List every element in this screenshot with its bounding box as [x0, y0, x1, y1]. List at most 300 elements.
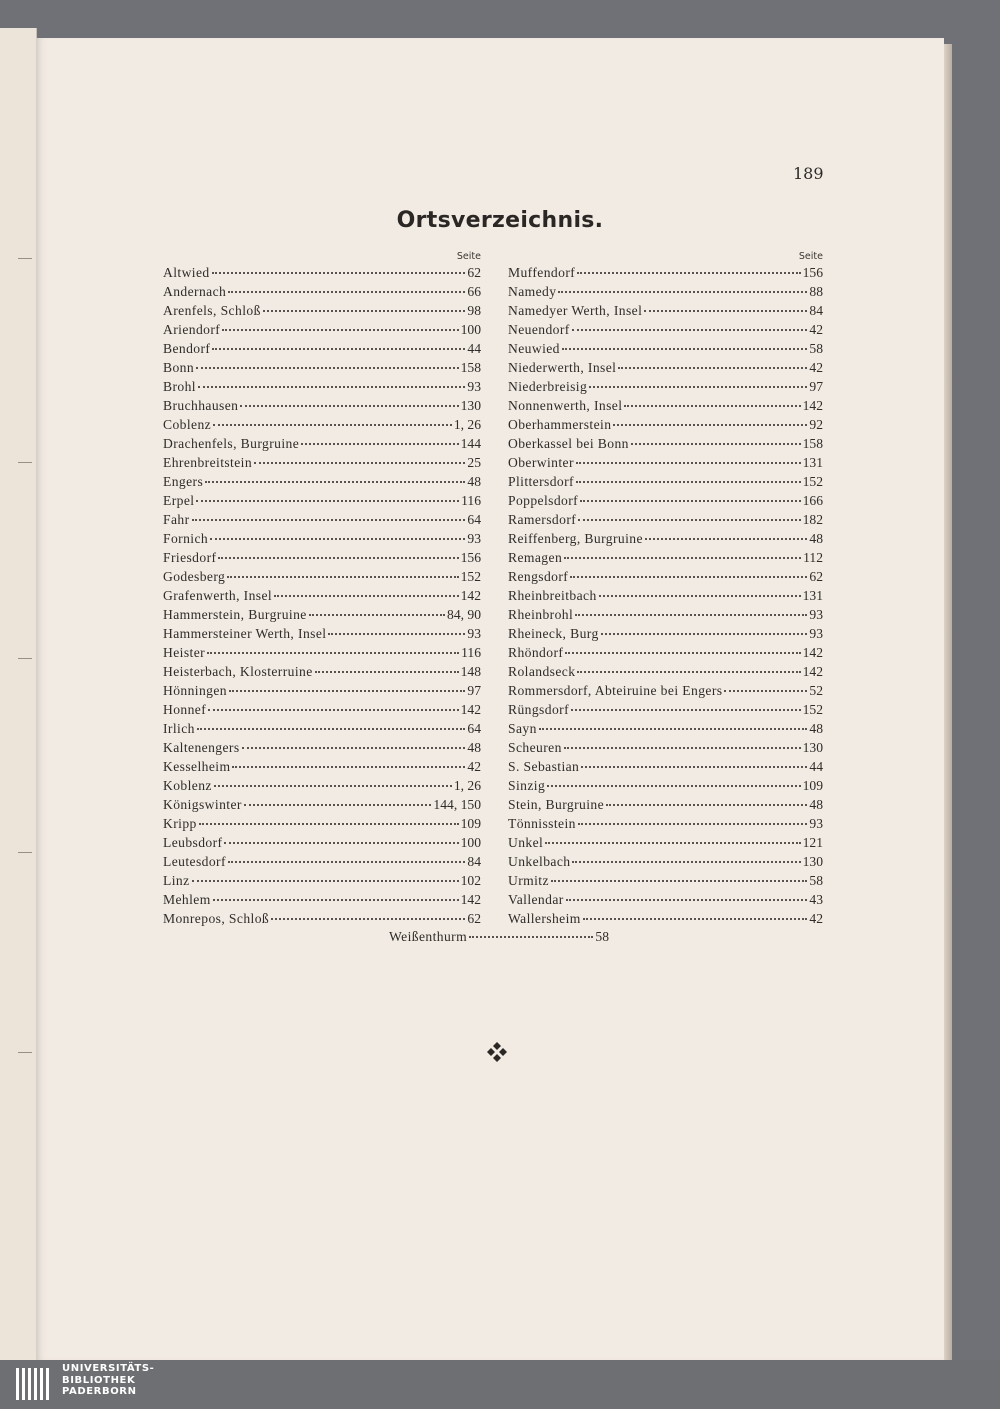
entry-page: 48 [809, 797, 823, 812]
entry-name: Sinzig [508, 778, 546, 793]
entry-page: 112 [803, 550, 823, 565]
entry-page: 62 [809, 569, 823, 584]
index-entry [508, 814, 823, 833]
index-entry [508, 776, 823, 795]
book-page [36, 38, 944, 1360]
entry-name: Koblenz [163, 778, 212, 793]
entry-name: Wallersheim [508, 911, 581, 926]
leader-dots [570, 575, 807, 578]
index-entry [508, 339, 823, 358]
entry-page: 148 [460, 664, 481, 679]
leader-dots [577, 670, 800, 673]
leader-dots [244, 803, 432, 806]
index-entry [508, 396, 823, 415]
leader-dots [214, 784, 452, 787]
entry-name: Remagen [508, 550, 563, 565]
entry-name: S. Sebastian [508, 759, 580, 774]
index-entry [163, 833, 481, 852]
entry-name: Rommersdorf, Abteiruine bei Engers [508, 683, 723, 698]
index-entry [163, 339, 481, 358]
leader-dots [577, 271, 800, 274]
entry-page: 142 [460, 892, 481, 907]
entry-name: Kaltenengers [163, 740, 240, 755]
index-entry [508, 529, 823, 548]
entry-page: 44 [467, 341, 481, 356]
entry-page: 142 [460, 702, 481, 717]
leader-dots [254, 461, 465, 464]
entry-name: Andernach [163, 284, 227, 299]
library-footer [0, 1360, 1000, 1409]
leader-dots [539, 727, 808, 730]
index-entry-center [389, 927, 609, 946]
entry-name: Urmitz [508, 873, 549, 888]
library-name-line: BIBLIOTHEK [62, 1374, 136, 1386]
entry-page: 84 [809, 303, 823, 318]
entry-page: 64 [467, 721, 481, 736]
index-entry [163, 681, 481, 700]
entry-page: 93 [467, 531, 481, 546]
entry-name: Coblenz [163, 417, 212, 432]
leader-dots [571, 708, 801, 711]
page-title: Ortsverzeichnis. [396, 208, 604, 233]
leader-dots [631, 442, 801, 445]
entry-page: 52 [809, 683, 823, 698]
index-entry [508, 282, 823, 301]
index-entry [163, 548, 481, 567]
leader-dots [564, 746, 801, 749]
entry-page: 84, 90 [447, 607, 481, 622]
index-entry [508, 719, 823, 738]
entry-page: 142 [460, 588, 481, 603]
entry-name: Ramersdorf [508, 512, 577, 527]
entry-name: Fornich [163, 531, 209, 546]
leader-dots [196, 366, 459, 369]
index-entry [508, 320, 823, 339]
index-entry [508, 871, 823, 890]
leader-dots [227, 575, 458, 578]
entry-name: Monrepos, Schloß [163, 911, 270, 926]
leader-dots [198, 385, 465, 388]
index-entry [163, 643, 481, 662]
entry-page: 131 [802, 455, 823, 470]
index-entry [508, 795, 823, 814]
leader-dots [599, 594, 801, 597]
entry-name: Oberkassel bei Bonn [508, 436, 629, 451]
leader-dots [644, 309, 807, 312]
entry-page: 42 [467, 759, 481, 774]
entry-page: 97 [809, 379, 823, 394]
index-entry [508, 586, 823, 605]
entry-page: 58 [809, 341, 823, 356]
index-entry [508, 415, 823, 434]
leader-dots [601, 632, 808, 635]
index-entry [163, 529, 481, 548]
diamond-ornament-icon [486, 1041, 508, 1063]
entry-page: 116 [461, 645, 481, 660]
index-entry [508, 567, 823, 586]
entry-name: Neuwied [508, 341, 560, 356]
page-number: 189 [793, 164, 824, 183]
entry-name: Honnef [163, 702, 207, 717]
entry-name: Stein, Burgruine [508, 797, 605, 812]
entry-name: Unkelbach [508, 854, 571, 869]
entry-page: 152 [802, 702, 823, 717]
entry-name: Grafenwerth, Insel [163, 588, 273, 603]
entry-page: 64 [467, 512, 481, 527]
index-entry [163, 700, 481, 719]
entry-page: 182 [802, 512, 823, 527]
index-entry [508, 643, 823, 662]
leader-dots [583, 917, 808, 920]
leader-dots [578, 822, 808, 825]
index-entry [163, 434, 481, 453]
leader-dots [580, 499, 801, 502]
university-library-logo-icon [14, 1366, 54, 1402]
leader-dots [576, 480, 801, 483]
column-header: Seite [798, 251, 823, 262]
leader-dots [564, 556, 801, 559]
index-entry [508, 833, 823, 852]
index-entry [163, 852, 481, 871]
leader-dots [547, 784, 800, 787]
entry-page: 25 [467, 455, 481, 470]
entry-name: Irlich [163, 721, 195, 736]
entry-name: Friesdorf [163, 550, 217, 565]
entry-page: 1, 26 [453, 778, 481, 793]
entry-page: 84 [467, 854, 481, 869]
index-entry [163, 301, 481, 320]
entry-page: 130 [460, 398, 481, 413]
leader-dots [613, 423, 807, 426]
leader-dots [196, 499, 459, 502]
entry-page: 58 [809, 873, 823, 888]
leader-dots [263, 309, 466, 312]
entry-page: 97 [467, 683, 481, 698]
entry-page: 43 [809, 892, 823, 907]
entry-name: Godesberg [163, 569, 226, 584]
entry-page: 1, 26 [453, 417, 481, 432]
leader-dots [618, 366, 807, 369]
leader-dots [328, 632, 465, 635]
entry-page: 144, 150 [433, 797, 481, 812]
entry-name: Rhöndorf [508, 645, 564, 660]
index-entry [163, 624, 481, 643]
index-entry [508, 757, 823, 776]
entry-name: Fahr [163, 512, 190, 527]
entry-page: 62 [467, 911, 481, 926]
index-entry [163, 472, 481, 491]
binding-mark [18, 852, 32, 853]
entry-page: 152 [802, 474, 823, 489]
entry-page: 152 [460, 569, 481, 584]
entry-name: Tönnisstein [508, 816, 576, 831]
index-column-left [163, 250, 481, 928]
entry-page: 66 [467, 284, 481, 299]
leader-dots [274, 594, 459, 597]
index-entry [163, 377, 481, 396]
binding-mark [18, 258, 32, 259]
index-entry [163, 814, 481, 833]
index-column-right [508, 250, 823, 928]
index-entry [389, 927, 609, 946]
entry-page: 158 [460, 360, 481, 375]
entry-page: 48 [809, 531, 823, 546]
leader-dots [575, 613, 807, 616]
leader-dots [545, 841, 800, 844]
entry-name: Poppelsdorf [508, 493, 579, 508]
entry-name: Linz [163, 873, 190, 888]
leader-dots [232, 765, 465, 768]
leader-dots [301, 442, 458, 445]
entry-page: 142 [802, 664, 823, 679]
leader-dots [581, 765, 807, 768]
entry-name: Ehrenbreitstein [163, 455, 253, 470]
entry-name: Altwied [163, 265, 210, 280]
entry-name: Rheinbrohl [508, 607, 574, 622]
entry-page: 144 [460, 436, 481, 451]
entry-name: Hönningen [163, 683, 228, 698]
leader-dots [229, 689, 465, 692]
leader-dots [213, 898, 459, 901]
entry-name: Oberwinter [508, 455, 574, 470]
entry-name: Niederwerth, Insel [508, 360, 617, 375]
entry-page: 93 [809, 816, 823, 831]
leader-dots [212, 271, 466, 274]
entry-page: 130 [802, 854, 823, 869]
leader-dots [309, 613, 445, 616]
leader-dots [576, 461, 801, 464]
entry-page: 93 [467, 626, 481, 641]
library-name-line: PADERBORN [62, 1386, 137, 1397]
entry-page: 100 [460, 835, 481, 850]
entry-page: 93 [467, 379, 481, 394]
entry-name: Engers [163, 474, 204, 489]
leader-dots [213, 423, 452, 426]
index-entry [508, 700, 823, 719]
entry-page: 48 [467, 474, 481, 489]
leader-dots [606, 803, 807, 806]
leader-dots [572, 328, 808, 331]
entry-name: Rengsdorf [508, 569, 569, 584]
page-edge [944, 44, 952, 1360]
entry-name: Unkel [508, 835, 544, 850]
leader-dots [572, 860, 800, 863]
entry-page: 130 [802, 740, 823, 755]
entry-name: Heister [163, 645, 206, 660]
entry-name: Hammerstein, Burgruine [163, 607, 307, 622]
index-entry [163, 567, 481, 586]
entry-name: Rheineck, Burg [508, 626, 599, 641]
index-entry [163, 586, 481, 605]
entry-name: Drachenfels, Burgruine [163, 436, 300, 451]
entry-name: Plittersdorf [508, 474, 574, 489]
index-entry [508, 681, 823, 700]
entry-name: Königswinter [163, 797, 242, 812]
entry-page: 48 [809, 721, 823, 736]
leader-dots [724, 689, 807, 692]
entry-page: 42 [809, 322, 823, 337]
index-entry [163, 662, 481, 681]
entry-name: Arenfels, Schloß [163, 303, 261, 318]
leader-dots [199, 822, 459, 825]
entry-page: 58 [595, 929, 609, 944]
entry-page: 98 [467, 303, 481, 318]
index-entry [508, 852, 823, 871]
entry-name: Kripp [163, 816, 197, 831]
entry-name: Rüngsdorf [508, 702, 569, 717]
index-entry [163, 396, 481, 415]
entry-name: Nonnenwerth, Insel [508, 398, 623, 413]
library-name [62, 1363, 154, 1398]
leader-dots [271, 917, 465, 920]
leader-dots [210, 537, 465, 540]
index-entry [508, 662, 823, 681]
entry-name: Bonn [163, 360, 195, 375]
entry-page: 93 [809, 626, 823, 641]
leader-dots [469, 935, 593, 938]
entry-page: 156 [802, 265, 823, 280]
leader-dots [224, 841, 458, 844]
leader-dots [208, 708, 458, 711]
index-entry [163, 757, 481, 776]
leader-dots [578, 518, 800, 521]
index-entry [163, 415, 481, 434]
binding-mark [18, 658, 32, 659]
index-entry [163, 719, 481, 738]
entry-name: Heisterbach, Klosterruine [163, 664, 313, 679]
entry-name: Brohl [163, 379, 196, 394]
entry-page: 92 [809, 417, 823, 432]
entry-name: Rolandseck [508, 664, 576, 679]
entry-page: 109 [802, 778, 823, 793]
entry-name: Namedyer Werth, Insel [508, 303, 643, 318]
column-header: Seite [456, 251, 481, 262]
index-entry [163, 263, 481, 282]
entry-page: 156 [460, 550, 481, 565]
entry-name: Namedy [508, 284, 557, 299]
index-entry [508, 377, 823, 396]
library-name-line: UNIVERSITÄTS- [62, 1363, 155, 1374]
leader-dots [589, 385, 807, 388]
index-entry [163, 776, 481, 795]
leader-dots [222, 328, 458, 331]
index-entry [508, 605, 823, 624]
leader-dots [558, 290, 807, 293]
index-entry [163, 510, 481, 529]
entry-name: Kesselheim [163, 759, 231, 774]
entry-page: 62 [467, 265, 481, 280]
entry-name: Scheuren [508, 740, 562, 755]
entry-page: 42 [809, 360, 823, 375]
index-entry [163, 795, 481, 814]
leader-dots [624, 404, 800, 407]
index-entry [163, 909, 481, 928]
entry-page: 158 [802, 436, 823, 451]
leader-dots [562, 347, 808, 350]
leader-dots [551, 879, 808, 882]
index-entry [163, 738, 481, 757]
entry-page: 121 [802, 835, 823, 850]
entry-page: 93 [809, 607, 823, 622]
index-entry [163, 320, 481, 339]
index-entry [163, 890, 481, 909]
index-entry [508, 890, 823, 909]
index-entry [163, 491, 481, 510]
index-entry [163, 605, 481, 624]
leader-dots [566, 898, 808, 901]
entry-name: Sayn [508, 721, 537, 736]
entry-page: 100 [460, 322, 481, 337]
leader-dots [205, 480, 465, 483]
index-entry [508, 909, 823, 928]
entry-name: Vallendar [508, 892, 564, 907]
entry-name: Neuendorf [508, 322, 570, 337]
leader-dots [192, 518, 466, 521]
index-entry [508, 510, 823, 529]
entry-name: Reiffenberg, Burgruine [508, 531, 643, 546]
index-entry [508, 491, 823, 510]
entry-name: Niederbreisig [508, 379, 588, 394]
leader-dots [207, 651, 459, 654]
entry-name: Erpel [163, 493, 195, 508]
leader-dots [240, 404, 458, 407]
entry-page: 48 [467, 740, 481, 755]
index-entry [508, 434, 823, 453]
index-entry [163, 282, 481, 301]
entry-name: Hammersteiner Werth, Insel [163, 626, 327, 641]
index-entry [508, 453, 823, 472]
leader-dots [192, 879, 459, 882]
entry-page: 131 [802, 588, 823, 603]
entry-page: 142 [802, 398, 823, 413]
leader-dots [565, 651, 800, 654]
index-entry [508, 738, 823, 757]
left-page-edge [0, 28, 37, 1364]
leader-dots [197, 727, 466, 730]
index-entry [163, 453, 481, 472]
leader-dots [645, 537, 808, 540]
index-entry [163, 871, 481, 890]
entry-page: 116 [461, 493, 481, 508]
entry-name: Bendorf [163, 341, 211, 356]
entry-page: 102 [460, 873, 481, 888]
leader-dots [228, 290, 465, 293]
binding-mark [18, 1052, 32, 1053]
entry-name: Ariendorf [163, 322, 221, 337]
entry-page: 44 [809, 759, 823, 774]
entry-name: Oberhammerstein [508, 417, 612, 432]
index-entry [508, 624, 823, 643]
entry-name: Bruchhausen [163, 398, 239, 413]
leader-dots [218, 556, 458, 559]
leader-dots [212, 347, 465, 350]
entry-name: Weißenthurm [389, 929, 468, 944]
index-entry [508, 548, 823, 567]
index-entry [508, 301, 823, 320]
entry-page: 109 [460, 816, 481, 831]
index-entry [508, 472, 823, 491]
entry-name: Leubsdorf [163, 835, 223, 850]
entry-name: Muffendorf [508, 265, 576, 280]
entry-page: 42 [809, 911, 823, 926]
leader-dots [315, 670, 459, 673]
leader-dots [228, 860, 466, 863]
index-entry [508, 358, 823, 377]
index-entry [508, 263, 823, 282]
leader-dots [242, 746, 466, 749]
entry-name: Rheinbreitbach [508, 588, 597, 603]
entry-page: 88 [809, 284, 823, 299]
